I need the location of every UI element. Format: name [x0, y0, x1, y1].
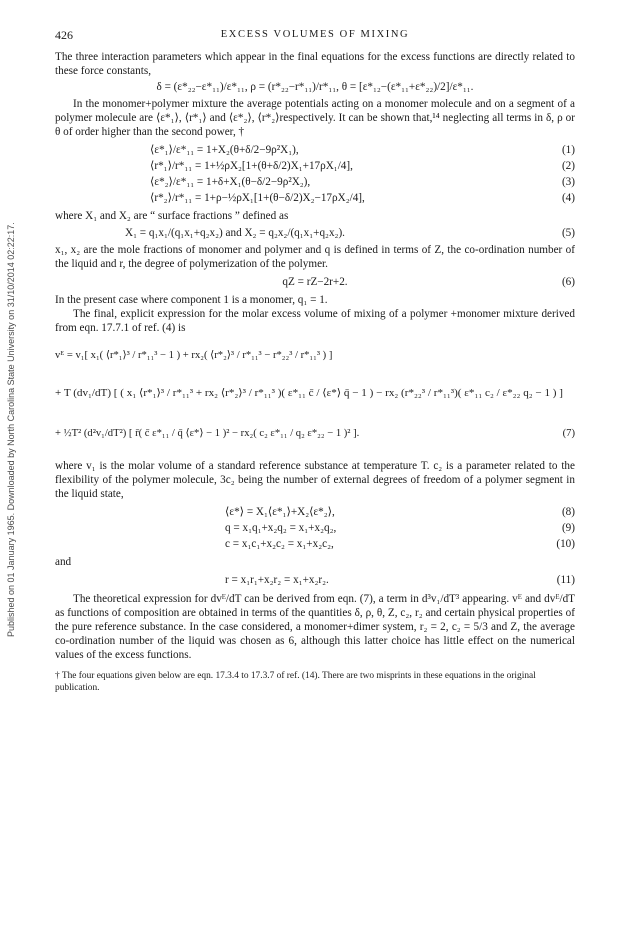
equation-1: ⟨ε*₁⟩/ε*₁₁ = 1+X₂(θ+δ/2−9ρ²X₁), (1)	[150, 144, 575, 156]
paragraph-2: In the monomer+polymer mixture the average potentials acting on a monomer molecule and on a segment of a polymer molecule are ⟨ε*₁⟩, ⟨r*₁⟩ and ⟨ε*₂⟩, ⟨r*₂⟩respectively. It can be shown that,¹⁴ neglecting all terms in δ, ρ or θ of order higher than the second power, †	[55, 98, 575, 138]
equation-2: ⟨r*₁⟩/r*₁₁ = 1+½ρX₂[1+(θ+δ/2)X₁+17ρX₁/4], (2)	[150, 160, 575, 172]
paragraph-3: x₁, x₂ are the mole fractions of monomer and polymer and q is defined in terms of Z, the co-ordination number of the liquid and r, the degree of polymerization of the polymer.	[55, 244, 575, 270]
parameter-definitions: δ = (ε*₂₂−ε*₁₁)/ε*₁₁, ρ = (r*₂₂−r*₁₁)/r*₁₁, θ = [ε*₁₂−(ε*₁₁+ε*₂₂)/2]/ε*₁₁.	[156, 81, 474, 93]
equation-7	[55, 338, 575, 456]
equations-8-10	[55, 504, 575, 552]
equation-7-line-1: vᴱ = v₁[ x₁( ⟨r*₁⟩³ / r*₁₁³ − 1 ) + rx₂( ⟨r*₂⟩³ / r*₁₁³ − r*₂₂³ / r*₁₁³ ) ]	[55, 350, 333, 361]
running-head: EXCESS VOLUMES OF MIXING	[220, 29, 410, 40]
equation-6: qZ = rZ−2r+2. (6)	[282, 276, 575, 288]
equation-3: ⟨ε*₂⟩/ε*₁₁ = 1+δ+X₁(θ−δ/2−9ρ²X₂), (3)	[150, 176, 575, 188]
equation-8: ⟨ε*⟩ = X₁⟨ε*₁⟩+X₂⟨ε*₂⟩, (8)	[225, 506, 575, 518]
equation-7-line-3: + ½T² (d²v₁/dT²) [ r̄( c̄ ε*₁₁ / q̄ ⟨ε*⟩ − 1 )² − rx₂( c₂ ε*₁₁ / q₂ ε*₂₂ − 1 )² ].	[55, 428, 360, 439]
paragraph-1: The three interaction parameters which appear in the final equations for the excess functions are directly related to these force constants,	[55, 51, 575, 77]
where-surface-fractions: where X₁ and X₂ are “ surface fractions ” defined as	[55, 210, 289, 222]
equation-4: ⟨r*₂⟩/r*₁₁ = 1+ρ−½ρX₁[1+(θ−δ/2)X₂−17ρX₂/4], (4)	[150, 192, 575, 204]
equation-10: c = x₁c₁+x₂c₂ = x₁+x₂c₂, (10)	[225, 538, 575, 550]
equations-1-4	[55, 142, 575, 206]
equation-11: r = x₁r₁+x₂r₂ = x₁+x₂r₂. (11)	[225, 574, 575, 586]
paragraph-5: The final, explicit expression for the molar excess volume of mixing of a polymer +monomer mixture derived from eqn. 17.7.1 of ref. (4) is	[55, 308, 575, 334]
equation-5: X₁ = q₁x₁/(q₁x₁+q₂x₂) and X₂ = q₂x₂/(q₁x₁+q₂x₂). (5)	[125, 227, 575, 239]
download-watermark: Published on 01 January 1965. Downloaded by North Carolina State University on 31/10/2014 02:22:17.	[6, 222, 16, 638]
page-header	[55, 28, 575, 46]
equation-9: q = x₁q₁+x₂q₂ = x₁+x₂q₂, (9)	[225, 522, 575, 534]
footnote: † The four equations given below are eqn. 17.3.4 to 17.3.7 of ref. (14). There are two misprints in these equations in the original publication.	[55, 671, 536, 693]
page-number: 426	[55, 28, 73, 42]
equation-7-line-2: + T (dv₁/dT) [ ( x₁ ⟨r*₁⟩³ / r*₁₁³ + rx₂ ⟨r*₂⟩³ / r*₁₁³ )( ε*₁₁ c̄ / ⟨ε*⟩ q̄ − 1 ) − rx₂ (r*₂₂³ / r*₁₁³)( ε*₁₁ c₂ / ε*₂₂ q₂ − 1 ) ]	[55, 388, 540, 399]
paragraph-4: In the present case where component 1 is a monomer, q₁ = 1.	[55, 294, 328, 306]
equation-7-number: (7)	[562, 428, 575, 439]
and-connector: and	[55, 556, 72, 568]
paragraph-6: where v₁ is the molar volume of a standard reference substance at temperature T. c₂ is a parameter related to the flexibility of the polymer molecule, 3c₂ being the number of external degrees of freedom of a polymer segment in the liquid state,	[55, 460, 575, 500]
paragraph-7: The theoretical expression for dvᴱ/dT can be derived from eqn. (7), a term in d³v₁/dT³ appearing. vᴱ and dvᴱ/dT as functions of composition are obtained in terms of the quantities δ, ρ, θ, Z, c₂, r₂ and certain physical properties of the pure reference substance. In the case considered, a monomer+dimer system, r₂ = 2, c₂ = 5/3 and Z, the average co-ordination number of the liquid was chosen as 6, although this latter choice has little effect on the numerical values of the excess functions.	[55, 593, 575, 661]
page-content	[55, 28, 575, 694]
